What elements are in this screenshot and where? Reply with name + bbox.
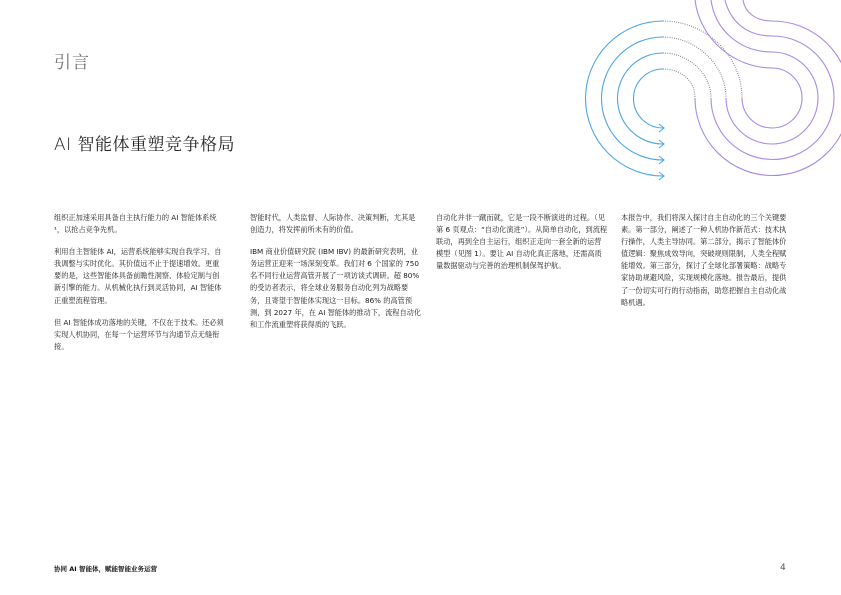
paragraph: IBM 商业价值研究院 (IBM IBV) 的最新研究表明，业务运营正迎来一场深刻变革。我们对 6 个国家的 750 名不同行业运营高管开展了一项访谈式调研。超 80% 的受访者表示，将全球业务服务自动化列为战略要务，且寄望于智能体实现这一目标。86% 的高管预测，到 2027 年，在 AI 智能体的推动下，流程自动化和工作流重塑将获得质的飞跃。: [250, 247, 422, 329]
body-column-3: [436, 212, 608, 282]
section-label: 引言: [54, 53, 90, 73]
paragraph: 本报告中，我们将深入探讨自主自动化的三个关键要素。第一部分，阐述了一种人机协作新范式：技术执行操作，人类主导协同。第二部分，揭示了智能体价值逻辑：聚焦成效导向，突破规则限制，人类全程赋能增效。第三部分，探讨了全球化部署策略：战略专家协助规避风险，实现规模化落地。报告最后，提供了一份切实可行的行动指南，助您把握自主自动化战略机遇。: [621, 213, 787, 307]
body-column-4: [621, 212, 793, 319]
blue-arrow-arcs: [586, 21, 664, 180]
body-column-1: [54, 212, 226, 363]
paragraph: 利用自主智能体 AI，运营系统能够实现自我学习、自我调整与实时优化。其价值远不止于提速增效。更重要的是，这些智能体具备前瞻性洞察、体验定制与创新引擎的能力。从机械化执行到灵活协同，AI 智能体正重塑流程管理。: [54, 247, 222, 305]
paragraph: 自动化并非一蹴而就，它是一段不断演进的过程。（见第 6 页观点：“自动化演进”）。从简单自动化，到流程联动，再到全自主运行，组织正走向一套全新的运营模型（见图 1）。要让 AI 自动化真正落地，还需高质量数据驱动与完善的治理机制保驾护航。: [436, 213, 608, 271]
footer-document-title: 协同 AI 智能体，赋能智能业务运营: [54, 565, 157, 573]
body-column-2: [250, 212, 422, 341]
paragraph: 但 AI 智能体成功落地的关键，不仅在于技术。还必须实现人机协同，在每一个运营环节与沟通节点无缝衔接。: [54, 317, 224, 351]
paragraph: 组织正加速采用具备自主执行能力的 AI 智能体系统¹，以抢占竞争先机。: [54, 213, 217, 235]
dotted-transition-lines: [663, 21, 742, 98]
flow-arrows-illustration: [0, 0, 841, 200]
paragraph: 智能时代，人类监督、人际协作、决策判断，尤其是创造力，将发挥前所未有的价值。: [250, 213, 416, 235]
page-number: 4: [780, 563, 786, 573]
page-title: AI 智能体重塑竞争格局: [54, 135, 236, 155]
purple-loop-arcs: [695, 0, 841, 176]
